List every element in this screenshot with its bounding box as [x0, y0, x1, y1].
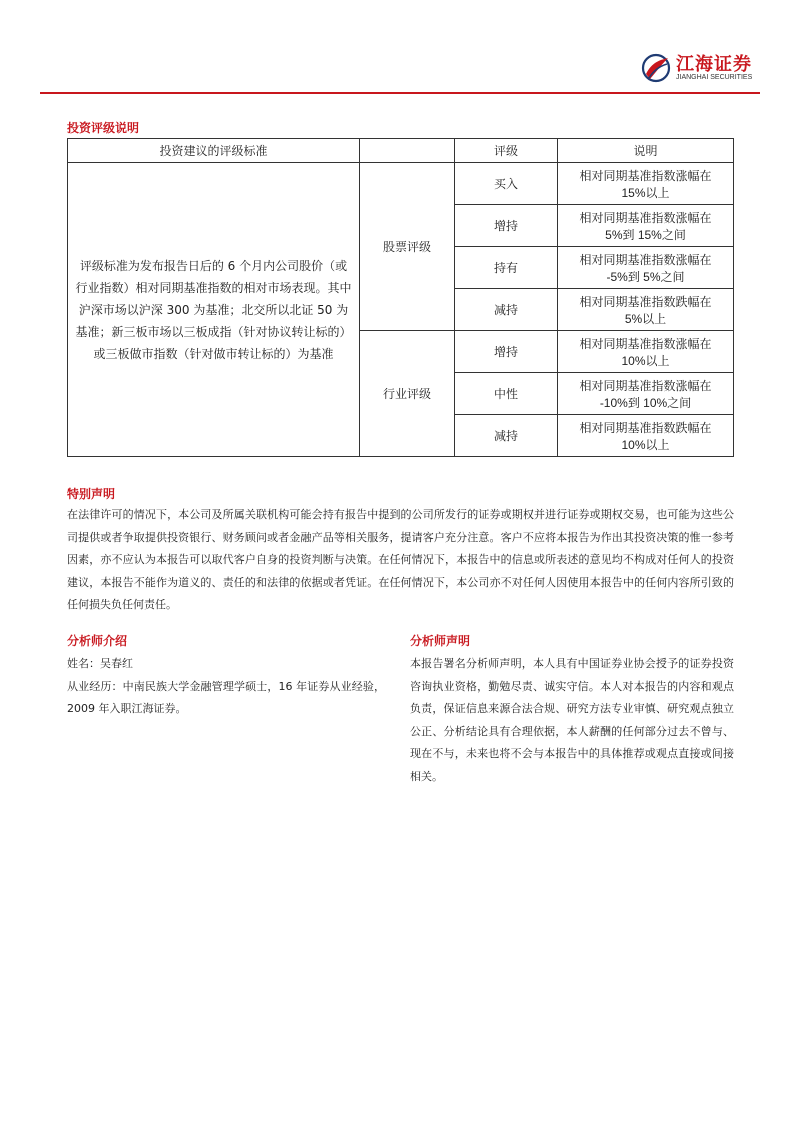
header-blank [360, 139, 455, 163]
header-rating: 评级 [455, 139, 558, 163]
rating-desc-line2: 5%以上 [624, 311, 667, 326]
rating-desc [558, 289, 734, 331]
rating-table [67, 138, 734, 457]
analyst-experience: 从业经历：中南民族大学金融管理学硕士，16 年证券从业经验，2009 年入职江海证券。 [67, 679, 385, 715]
brand-name-cn: 江海证券 [676, 54, 752, 75]
rating-desc-line1: 相对同期基准指数涨幅在 [579, 210, 712, 225]
analyst-intro-title: 分析师介绍 [67, 634, 128, 648]
rating-desc [558, 205, 734, 247]
rating-label: 减持 [455, 289, 558, 331]
rating-desc-line2: 5%到 15%之间 [605, 227, 686, 242]
analyst-name: 姓名：吴春红 [67, 657, 133, 670]
rating-desc [558, 163, 734, 205]
group-name-industry: 行业评级 [360, 331, 455, 457]
rating-desc-line2: -10%到 10%之间 [599, 395, 692, 410]
group-name-stock: 股票评级 [360, 163, 455, 331]
analyst-intro-body [67, 653, 385, 721]
rating-desc-line1: 相对同期基准指数跌幅在 [579, 420, 712, 435]
rating-section-title: 投资评级说明 [67, 121, 140, 135]
rating-desc-line1: 相对同期基准指数涨幅在 [579, 378, 712, 393]
analyst-statement-title: 分析师声明 [410, 634, 471, 648]
header-divider [40, 92, 760, 94]
disclaimer-title: 特别声明 [67, 487, 116, 501]
rating-desc [558, 373, 734, 415]
rating-desc [558, 415, 734, 457]
rating-desc-line1: 相对同期基准指数涨幅在 [579, 168, 712, 183]
rating-desc-line1: 相对同期基准指数跌幅在 [579, 294, 712, 309]
rating-label: 增持 [455, 331, 558, 373]
analyst-statement-body: 本报告署名分析师声明，本人具有中国证券业协会授予的证券投资咨询执业资格，勤勉尽责、诚实守信。本人对本报告的内容和观点负责，保证信息来源合法合规、研究方法专业审慎、研究观点独立公正、分析结论具有合理依据，本人薪酬的任何部分过去不曾与、现在不与，未来也将不会与本报告中的具体推荐或观点直接或间接相关。 [410, 657, 734, 783]
rating-desc-line2: 10%以上 [621, 437, 670, 452]
rating-desc [558, 331, 734, 373]
brand-name-en: JIANGHAI SECURITIES [676, 74, 753, 81]
brand-logo [640, 50, 760, 86]
rating-desc [558, 247, 734, 289]
rating-label: 持有 [455, 247, 558, 289]
table-row [68, 163, 734, 205]
rating-table-header-row [68, 139, 734, 163]
rating-label: 中性 [455, 373, 558, 415]
header-desc: 说明 [558, 139, 734, 163]
jianghai-logo-icon [640, 52, 672, 84]
rating-desc-line2: 10%以上 [621, 353, 670, 368]
rating-desc-line2: 15%以上 [621, 185, 670, 200]
rating-label: 买入 [455, 163, 558, 205]
criteria-text: 评级标准为发布报告日后的 6 个月内公司股价（或行业指数）相对同期基准指数的相对市场表现。其中沪深市场以沪深 300 为基准；北交所以北证 50 为基准；新三板市场以三板成指（针对协议转让标的）或三板做市指数（针对做市转让标的）为基准 [68, 163, 360, 457]
rating-label: 增持 [455, 205, 558, 247]
rating-desc-line2: -5%到 5%之间 [606, 269, 685, 284]
disclaimer-body: 在法律许可的情况下，本公司及所属关联机构可能会持有报告中提到的公司所发行的证券或期权并进行证券或期权交易，也可能为这些公司提供或者争取提供投资银行、财务顾问或者金融产品等相关服务，提请客户充分注意。客户不应将本报告为作出其投资决策的惟一参考因素，亦不应认为本报告可以取代客户自身的投资判断与决策。在任何情况下，本报告中的信息或所表述的意见均不构成对任何人的投资建议，本报告不能作为道义的、责任的和法律的依据或者凭证。在任何情况下，本公司亦不对任何人因使用本报告中的任何内容所引致的任何损失负任何责任。 [67, 508, 734, 611]
header-criteria: 投资建议的评级标准 [68, 139, 360, 163]
rating-desc-line1: 相对同期基准指数涨幅在 [579, 336, 712, 351]
rating-label: 减持 [455, 415, 558, 457]
rating-desc-line1: 相对同期基准指数涨幅在 [579, 252, 712, 267]
